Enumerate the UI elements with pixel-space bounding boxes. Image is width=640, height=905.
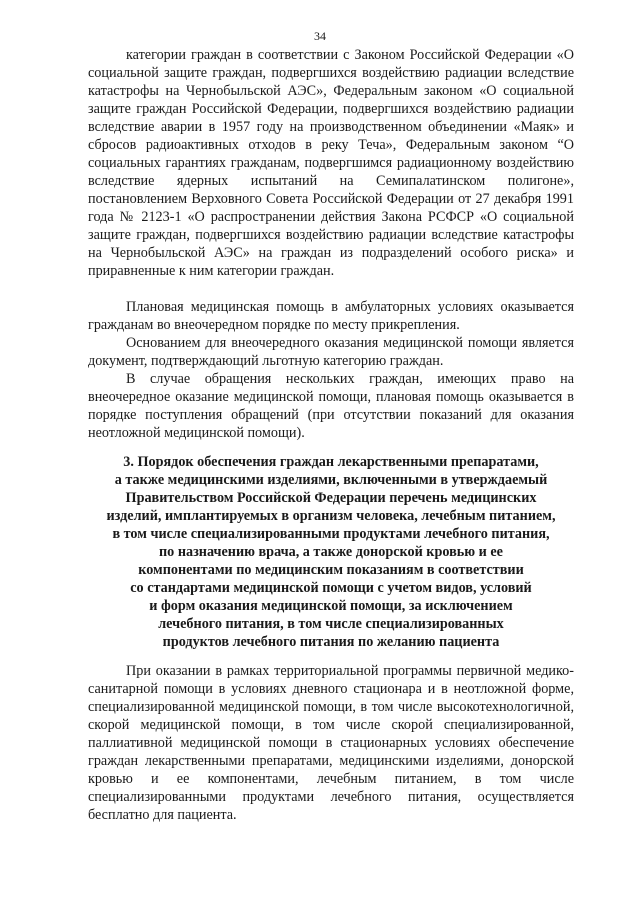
section-heading-line: и форм оказания медицинской помощи, за исключением xyxy=(149,598,513,614)
section-heading-line: 3. Порядок обеспечения граждан лекарственными препаратами, xyxy=(123,454,539,470)
section-heading-line: со стандартами медицинской помощи с учетом видов, условий xyxy=(130,580,532,596)
paragraph-eligible-categories: категории граждан в соответствии с Законом Российской Федерации «О социальной защите граждан, подвергшихся воздействию радиации вследствие катастрофы на Чернобыльской АЭС», Федеральным законом «О социальной защите граждан Российской Федерации, подвергшихся воздействию радиации вследствие аварии в 1957 году на производственном объединении «Маяк» и сбросов радиоактивных отходов в реку Теча», Федеральным законом “О социальных гарантиях гражданам, подвергшимся радиационному воздействию вследствие ядерных испытаний на Семипалатинском полигоне», постановлением Верховного Совета Российской Федерации от 27 декабря 1991 года № 2123-1 «О распространении действия Закона РСФСР «О социальной защите граждан, подвергшихся воздействию радиации вследствие катастрофы на Чернобыльской АЭС» на граждан из подразделений особого риска» и приравненные к ним категории граждан. xyxy=(88,47,574,279)
paragraph-multiple-requests: В случае обращения нескольких граждан, имеющих право на внеочередное оказание медицинской помощи, плановая помощь оказывается в порядке поступления обращений (при отсутствии показаний для оказания неотложной медицинской помощи). xyxy=(88,371,574,441)
section-heading-line: продуктов лечебного питания по желанию пациента xyxy=(162,634,500,650)
section-heading-line: изделий, имплантируемых в организм человека, лечебным питанием, xyxy=(106,508,556,524)
section-heading-line: лечебного питания, в том числе специализированных xyxy=(158,616,504,632)
paragraph-planned-outpatient-care: Плановая медицинская помощь в амбулаторных условиях оказывается гражданам во внеочередном порядке по месту прикрепления. xyxy=(88,299,574,333)
section-heading-line: в том числе специализированными продуктами лечебного питания, xyxy=(112,526,550,542)
section-heading-line: компонентами по медицинским показаниям в соответствии xyxy=(138,562,524,578)
section-heading xyxy=(88,453,574,651)
section-heading-line: а также медицинскими изделиями, включенными в утверждаемый xyxy=(114,472,548,488)
section-heading-line: Правительством Российской Федерации перечень медицинских xyxy=(125,490,537,506)
section-heading-line: по назначению врача, а также донорской кровью и ее xyxy=(159,544,503,560)
page-number: 34 xyxy=(314,29,326,43)
paragraph-free-provision: При оказании в рамках территориальной программы первичной медико-санитарной помощи в условиях дневного стационара и в неотложной форме, специализированной медицинской помощи, в том числе высокотехнологичной, скорой медицинской помощи, в том числе скорой специализированной, паллиативной медицинской помощи в стационарных условиях обеспечение граждан лекарственными препаратами, медицинскими изделиями, донорской кровью и ее компонентами, лечебным питанием, в том числе специализированными продуктами лечебного питания, осуществляется бесплатно для пациента. xyxy=(88,663,574,823)
paragraph-priority-basis: Основанием для внеочередного оказания медицинской помощи является документ, подтверждающий льготную категорию граждан. xyxy=(88,335,574,369)
